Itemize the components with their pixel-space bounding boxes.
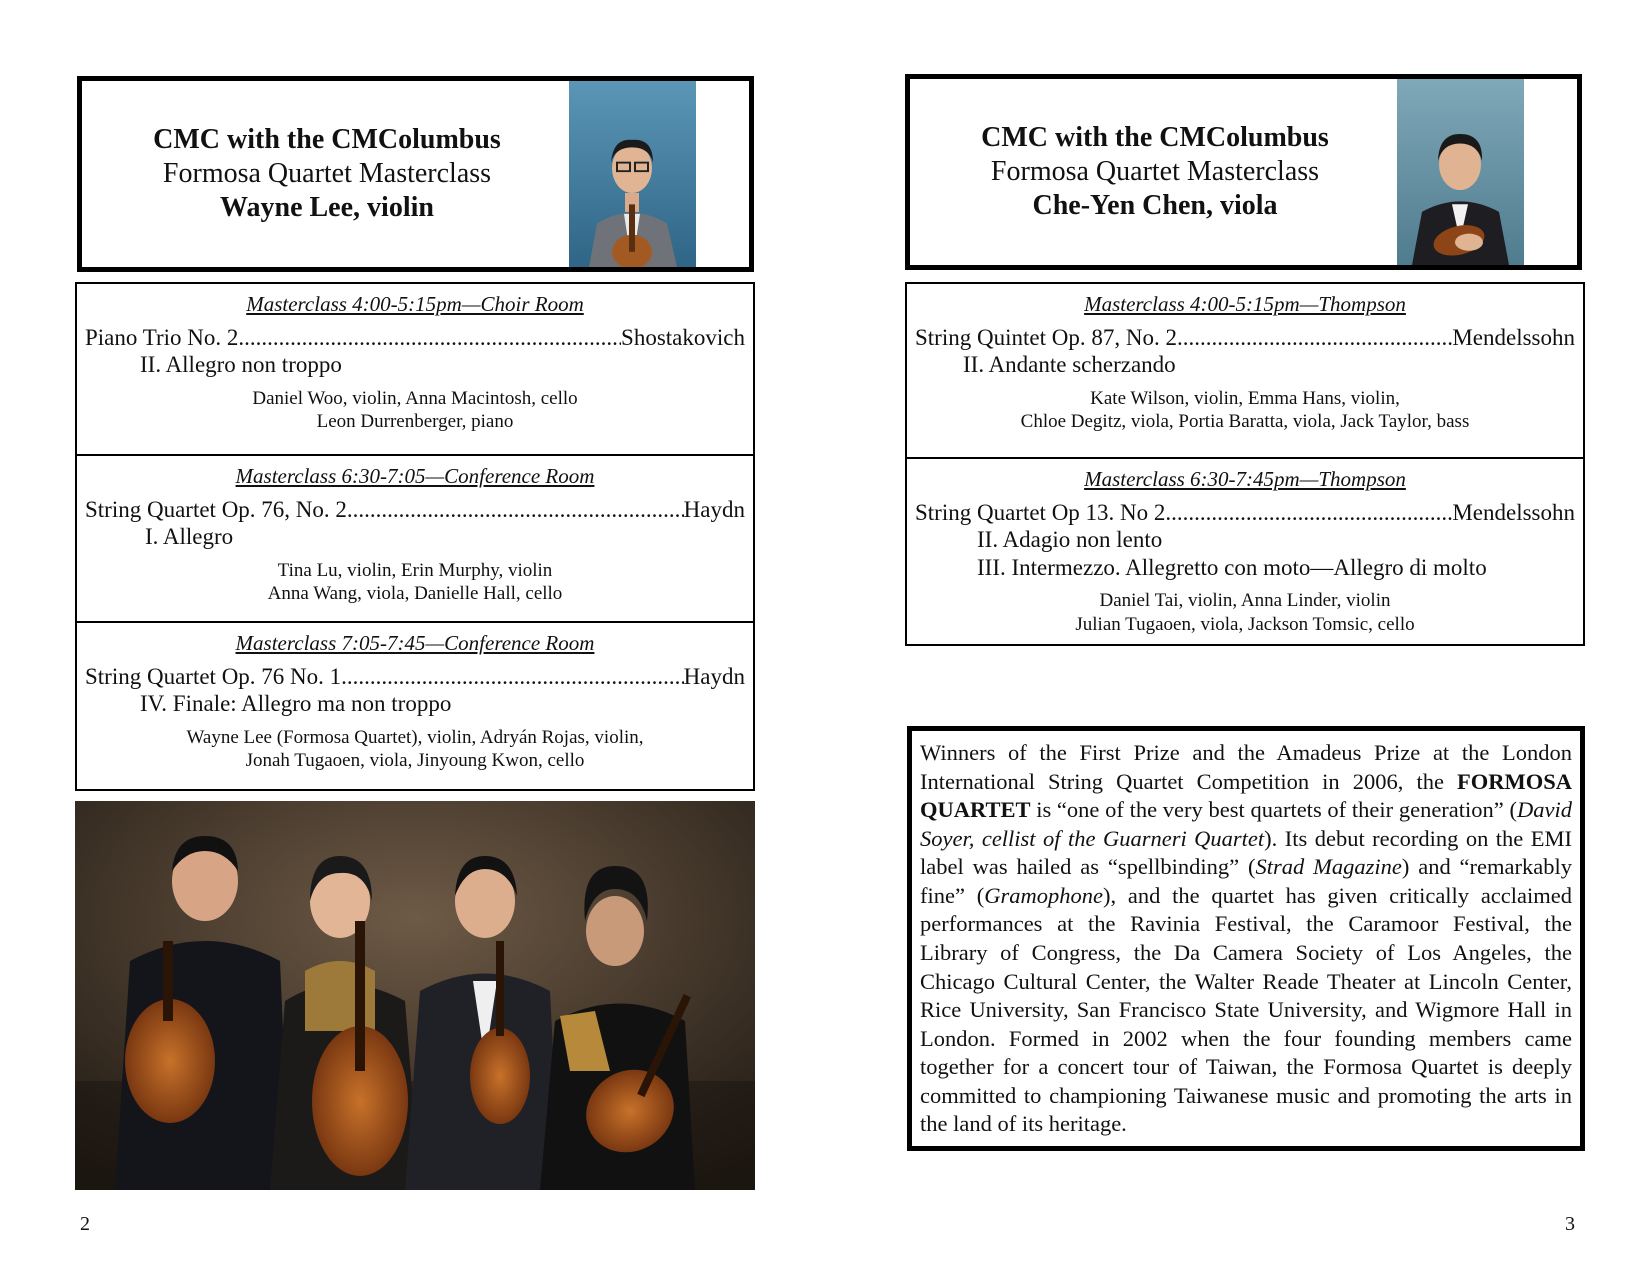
bio-text: is “one of the very best quartets of their generation” ( xyxy=(1030,797,1517,823)
masterclass-section xyxy=(77,284,753,456)
artist-name: Che-Yen Chen, viola xyxy=(1032,190,1278,222)
composer: Haydn xyxy=(683,497,745,522)
performers-line: Leon Durrenberger, piano xyxy=(316,411,514,433)
piece-line xyxy=(915,500,1575,526)
program-box-left xyxy=(75,282,755,791)
masterclass-section xyxy=(907,459,1583,643)
piece-title: Piano Trio No. 2 xyxy=(85,325,239,350)
movement: III. Intermezzo. Allegretto con moto—Allegro di molto xyxy=(977,554,1487,580)
composer: Haydn xyxy=(683,664,745,689)
right-page xyxy=(825,0,1650,1275)
che-yen-chen-portrait xyxy=(1397,79,1524,265)
piece-title: String Quartet Op. 76, No. 2 xyxy=(85,497,347,522)
piece-line xyxy=(85,325,745,351)
performers-line: Wayne Lee (Formosa Quartet), violin, Adryán Rojas, violin, xyxy=(186,726,644,748)
performers-line: Daniel Tai, violin, Anna Linder, violin xyxy=(1099,590,1391,612)
movement: I. Allegro xyxy=(145,524,234,549)
performers-line: Daniel Woo, violin, Anna Macintosh, cello xyxy=(252,387,578,409)
piece-title: String Quartet Op. 76 No. 1 xyxy=(85,664,342,689)
program-box-right xyxy=(905,282,1585,646)
wayne-lee-portrait xyxy=(569,81,696,267)
composer: Mendelssohn xyxy=(1452,500,1575,525)
section-heading: Masterclass 4:00-5:15pm—Thompson xyxy=(1084,292,1406,316)
bio-citation: Gramophone xyxy=(984,882,1103,908)
performers xyxy=(85,559,745,607)
event-title: CMC with the CMColumbus xyxy=(981,121,1329,153)
masterclass-section xyxy=(77,456,753,623)
masterclass-section xyxy=(907,284,1583,459)
formosa-quartet-bio xyxy=(907,726,1585,1151)
dot-leader xyxy=(238,325,621,351)
performers-line: Anna Wang, viola, Danielle Hall, cello xyxy=(267,583,563,605)
piece-title: String Quintet Op. 87, No. 2 xyxy=(915,325,1177,350)
bio-text: ) and “remarkably fine” ( xyxy=(920,854,1572,908)
header-box-che-yen-chen xyxy=(905,74,1582,270)
composer: Mendelssohn xyxy=(1452,325,1575,350)
performers-line: Julian Tugaoen, viola, Jackson Tomsic, cello xyxy=(1075,613,1415,635)
performers-line: Jonah Tugaoen, viola, Jinyoung Kwon, cello xyxy=(245,750,585,772)
event-subtitle: Formosa Quartet Masterclass xyxy=(162,157,492,189)
section-heading: Masterclass 7:05-7:45—Conference Room xyxy=(235,631,595,655)
header-text xyxy=(82,81,572,267)
movement: IV. Finale: Allegro ma non troppo xyxy=(140,691,452,716)
header-box-wayne-lee xyxy=(77,76,754,272)
piece-line xyxy=(915,325,1575,351)
performers-line: Tina Lu, violin, Erin Murphy, violin xyxy=(277,559,553,581)
movement: II. Andante scherzando xyxy=(963,352,1176,377)
quartet-group-photo xyxy=(75,801,755,1190)
piece-line xyxy=(85,664,745,690)
section-heading: Masterclass 4:00-5:15pm—Choir Room xyxy=(246,292,584,316)
header-text xyxy=(910,79,1400,265)
event-title: CMC with the CMColumbus xyxy=(153,123,501,155)
piece-title: String Quartet Op 13. No 2 xyxy=(915,500,1166,525)
page-number: 3 xyxy=(1565,1213,1575,1235)
artist-name: Wayne Lee, violin xyxy=(220,192,434,224)
performers-line: Chloe Degitz, viola, Portia Baratta, viola, Jack Taylor, bass xyxy=(1020,411,1470,433)
movement: II. Allegro non troppo xyxy=(140,352,342,377)
event-subtitle: Formosa Quartet Masterclass xyxy=(990,155,1320,187)
bio-citation: Strad Magazine xyxy=(1255,854,1402,880)
dot-leader xyxy=(1165,500,1452,526)
bio-citation: David Soyer, cellist of the Guarneri Quartet xyxy=(920,797,1572,851)
composer: Shostakovich xyxy=(621,325,745,350)
performers xyxy=(85,387,745,435)
bio-text: ), and the quartet has given critically acclaimed performances at the Ravinia Festival, the Caramoor Festival, the Library of Congress, the Da Camera Society of Los Angeles, the Chicago Cultural Center, the Walter Reade Theater at Lincoln Center, Rice University, San Francisco State University, and Wigmore Hall in London. Formed in 2002 when the four founding members came together for a concert tour of Taiwan, the Formosa Quartet is deeply committed to championing Taiwanese music and promoting the arts in the land of its heritage. xyxy=(920,882,1573,1137)
page-number: 2 xyxy=(80,1213,90,1235)
performers xyxy=(85,726,745,774)
section-heading: Masterclass 6:30-7:05—Conference Room xyxy=(235,464,595,488)
dot-leader xyxy=(341,664,684,690)
bio-ensemble-name: FORMOSA QUARTET xyxy=(920,768,1572,823)
performers xyxy=(915,589,1575,637)
bio-text: Winners of the First Prize and the Amadeus Prize at the London International String Quartet Competition in 2006, the xyxy=(920,740,1572,794)
movement: II. Adagio non lento xyxy=(977,527,1163,552)
dot-leader xyxy=(1177,325,1452,351)
dot-leader xyxy=(347,497,684,523)
piece-line xyxy=(85,497,745,523)
performers-line: Kate Wilson, violin, Emma Hans, violin, xyxy=(1090,387,1400,409)
performers xyxy=(915,387,1575,435)
masterclass-section xyxy=(77,623,753,779)
bio-text: ). Its debut recording on the EMI label was hailed as “spellbinding” ( xyxy=(920,825,1572,880)
section-heading: Masterclass 6:30-7:45pm—Thompson xyxy=(1084,467,1406,491)
